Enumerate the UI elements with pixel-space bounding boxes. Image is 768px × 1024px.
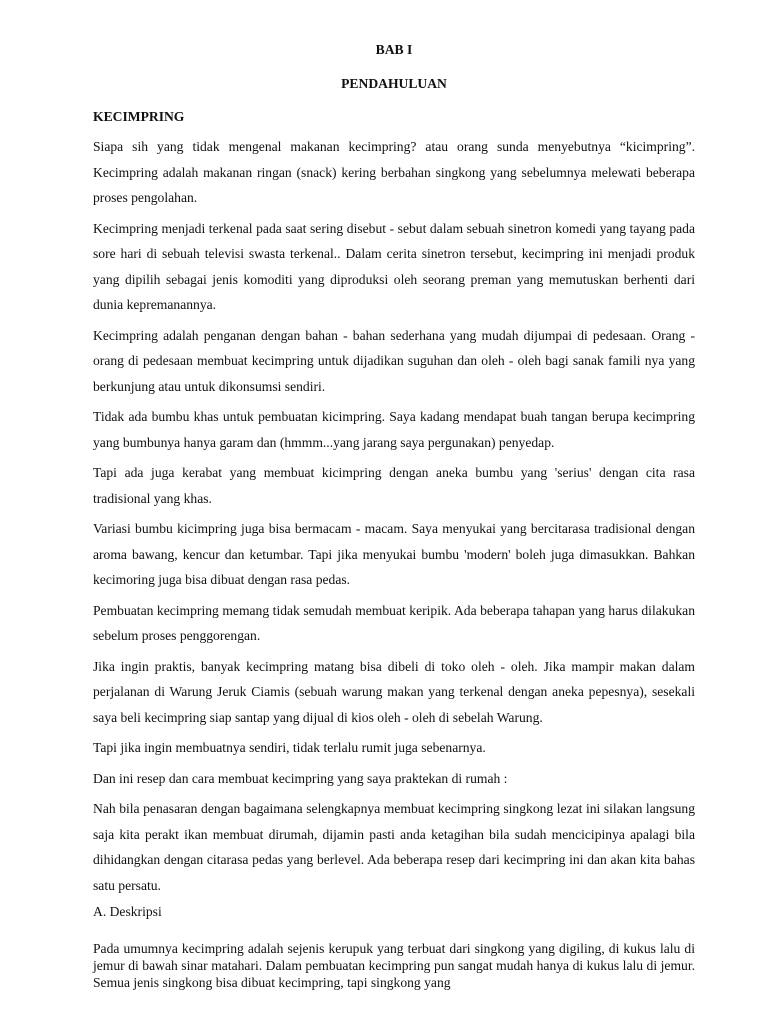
paragraph: Kecimpring menjadi terkenal pada saat sering disebut - sebut dalam sebuah sinetron komedi yang tayang pada sore hari di sebuah televisi swasta terkenal.. Dalam cerita sinetron tersebut, kecimpring ini menjadi produk yang dipilih sebagai jenis komoditi yang diproduksi oleh seorang preman yang memutuskan berhenti dari dunia kepremanannya. bbox=[93, 220, 695, 312]
paragraph: Jika ingin praktis, banyak kecimpring matang bisa dibeli di toko oleh - oleh. Jika mampir makan dalam perjalanan di Warung Jeruk Ciamis (sebuah warung makan yang terkenal dengan aneka pepesnya), sesekali saya beli kecimpring siap santap yang dijual di kios oleh - oleh di sebelah Warung. bbox=[93, 658, 695, 725]
subsection-paragraph: Pada umumnya kecimpring adalah sejenis kerupuk yang terbuat dari singkong yang digiling, di kukus lalu di jemur di bawah sinar matahari. Dalam pembuatan kecimpring pun sangat mudah hanya di kukus lalu di jemur. Semua jenis singkong bisa dibuat kecimpring, tapi singkong yang bbox=[93, 941, 695, 990]
paragraph: Tapi ada juga kerabat yang membuat kicimpring dengan aneka bumbu yang 'serius' dengan cita rasa tradisional yang khas. bbox=[93, 465, 695, 506]
paragraph: Kecimpring adalah penganan dengan bahan - bahan sederhana yang mudah dijumpai di pedesaan. Orang - orang di pedesaan membuat kecimpring untuk dijadikan suguhan dan oleh - oleh bagi sanak famili nya yang berkunjung atau untuk dikonsumsi sendiri. bbox=[93, 327, 695, 394]
paragraph: Variasi bumbu kicimpring juga bisa bermacam - macam. Saya menyukai yang bercitarasa tradisional dengan aroma bawang, kencur dan ketumbar. Tapi jika menyukai bumbu 'modern' boleh juga dimasukkan. Bahkan kecimoring juga bisa dibuat dengan rasa pedas. bbox=[93, 521, 695, 587]
paragraph: Pembuatan kecimpring memang tidak semudah membuat keripik. Ada beberapa tahapan yang harus dilakukan sebelum proses penggorengan. bbox=[93, 602, 695, 643]
paragraph: Tapi jika ingin membuatnya sendiri, tidak terlalu rumit juga sebenarnya. bbox=[93, 740, 486, 755]
paragraph: Dan ini resep dan cara membuat kecimpring yang saya praktekan di rumah : bbox=[93, 770, 508, 786]
paragraph: Tidak ada bumbu khas untuk pembuatan kicimpring. Saya kadang mendapat buah tangan berupa kecimpring yang bumbunya hanya garam dan (hmmm...yang jarang saya pergunakan) penyedap. bbox=[93, 409, 695, 450]
subsection-title: A. Deskripsi bbox=[93, 904, 162, 919]
chapter-title: PENDAHULUAN bbox=[341, 76, 447, 91]
body-text bbox=[93, 134, 695, 903]
paragraph: Nah bila penasaran dengan bagaimana selengkapnya membuat kecimpring singkong lezat ini silakan langsung saja kita perakt ikan membuat dirumah, dijamin pasti anda ketagihan bila sudah mencicipinya apalagi bila dihidangkan dengan citarasa pedas yang berlevel. Ada beberapa resep dari kecimpring ini dan akan kita bahas satu persatu. bbox=[93, 801, 695, 893]
section-title: KECIMPRING bbox=[93, 109, 185, 124]
paragraph: Siapa sih yang tidak mengenal makanan kecimpring? atau orang sunda menyebutnya “kicimpring”. Kecimpring adalah makanan ringan (snack) kering berbahan singkong yang sebelumnya melewati beberapa proses pengolahan. bbox=[93, 139, 695, 205]
chapter-number: BAB I bbox=[375, 42, 413, 57]
